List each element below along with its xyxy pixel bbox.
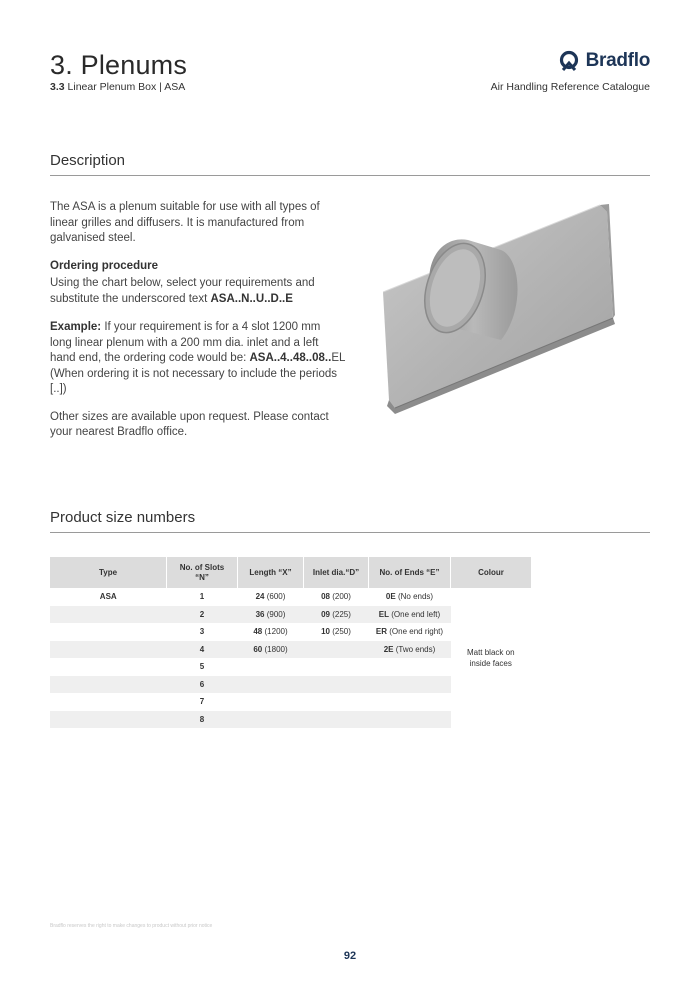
page-title: 3. Plenums — [50, 50, 188, 80]
cell-inlet — [304, 641, 369, 659]
cell-length — [238, 658, 304, 676]
cell-inlet — [304, 588, 369, 606]
description-body — [50, 200, 345, 441]
cell-length — [238, 588, 304, 606]
header-type: Type — [50, 557, 167, 588]
example-paragraph — [50, 320, 345, 398]
length-mm: (1800) — [264, 644, 288, 654]
cell-slots — [167, 658, 238, 676]
length-code: 60 — [253, 644, 263, 654]
cell-type — [50, 658, 167, 676]
ends-code: 2E — [383, 644, 394, 654]
slots-value: 4 — [199, 644, 205, 654]
cell-inlet — [304, 658, 369, 676]
slots-value: 6 — [199, 679, 205, 689]
cell-inlet — [304, 606, 369, 624]
cell-type — [50, 623, 167, 641]
cell-slots — [167, 606, 238, 624]
inlet-code: 09 — [321, 609, 330, 619]
example-label: Example: — [50, 321, 102, 333]
cell-ends — [369, 693, 451, 711]
header-colour: Colour — [451, 557, 532, 588]
ends-code: ER — [375, 627, 388, 637]
cell-length — [238, 641, 304, 659]
inlet-code: 10 — [321, 627, 330, 637]
cell-slots — [167, 676, 238, 694]
type-value: ASA — [99, 592, 117, 602]
page-number: 92 — [343, 950, 357, 962]
cell-slots — [167, 693, 238, 711]
cell-type — [50, 606, 167, 624]
other-sizes-paragraph: Other sizes are available upon request. Please contact your nearest Bradflo office. — [50, 410, 329, 438]
cell-inlet — [304, 676, 369, 694]
section-number: 3.3 — [50, 81, 65, 93]
ends-desc: (Two ends) — [395, 644, 436, 654]
cell-length — [238, 676, 304, 694]
cell-inlet — [304, 623, 369, 641]
cell-ends — [369, 623, 451, 641]
cell-type — [50, 588, 167, 606]
length-mm: (900) — [266, 609, 286, 619]
cell-colour — [451, 588, 532, 728]
header-length: Length “X” — [238, 557, 304, 588]
ordering-heading: Ordering procedure — [50, 259, 158, 272]
cell-length — [238, 623, 304, 641]
length-code: 48 — [253, 627, 263, 637]
length-code: 36 — [255, 609, 265, 619]
intro-paragraph: The ASA is a plenum suitable for use with all types of linear grilles and diffusers. It is manufactured from galvanised steel. — [50, 201, 320, 244]
page-subtitle — [50, 81, 185, 93]
cell-type — [50, 711, 167, 729]
brand-name: Bradflo — [585, 50, 650, 71]
cell-slots — [167, 623, 238, 641]
cell-ends — [369, 588, 451, 606]
cell-type — [50, 676, 167, 694]
length-mm: (600) — [266, 592, 286, 602]
example-rest: EL (When ordering it is not necessary to include the periods [..]) — [50, 352, 345, 395]
ends-desc: (No ends) — [397, 592, 434, 602]
example-code: ASA..4..48..08.. — [249, 352, 332, 364]
ordering-paragraph — [50, 276, 345, 307]
cell-inlet — [304, 711, 369, 729]
cell-length — [238, 693, 304, 711]
table-row — [50, 588, 531, 606]
inlet-mm: (250) — [332, 627, 351, 637]
inlet-mm: (200) — [332, 592, 351, 602]
cell-length — [238, 606, 304, 624]
cell-ends — [369, 676, 451, 694]
ends-code: 0E — [385, 592, 396, 602]
header-slots-label: No. of Slots “N” — [179, 562, 225, 582]
cell-type — [50, 641, 167, 659]
description-heading: Description — [50, 152, 126, 169]
cell-slots — [167, 588, 238, 606]
slots-value: 8 — [199, 714, 205, 724]
plenum-box-illustration — [383, 200, 623, 425]
header-ends: No. of Ends “E” — [369, 557, 451, 588]
product-sizes-divider — [50, 532, 650, 533]
ends-desc: (One end right) — [389, 627, 444, 637]
ends-desc: (One end left) — [391, 609, 441, 619]
slots-value: 1 — [199, 592, 205, 602]
product-size-table — [50, 557, 531, 728]
catalogue-name: Air Handling Reference Catalogue — [490, 81, 650, 93]
header-inlet: Inlet dia.“D” — [304, 557, 369, 588]
colour-value: Matt black on inside faces — [466, 648, 515, 668]
cell-type — [50, 693, 167, 711]
slots-value: 5 — [199, 662, 205, 672]
description-divider — [50, 175, 650, 176]
table-header-row — [50, 557, 531, 588]
footer-disclaimer: Bradflo reserves the right to make changes to product without prior notice — [50, 923, 213, 929]
cell-slots — [167, 641, 238, 659]
slots-value: 7 — [199, 697, 205, 707]
bradflo-logo-icon — [558, 50, 580, 72]
product-sizes-heading: Product size numbers — [50, 509, 196, 526]
ordering-code: ASA..N..U..D..E — [210, 292, 293, 305]
product-image — [383, 200, 623, 425]
inlet-mm: (225) — [332, 609, 351, 619]
cell-ends — [369, 711, 451, 729]
brand-logo — [558, 50, 650, 72]
cell-ends — [369, 606, 451, 624]
length-code: 24 — [255, 592, 265, 602]
slots-value: 3 — [199, 627, 205, 637]
inlet-code: 08 — [321, 592, 330, 602]
section-name: Linear Plenum Box | ASA — [67, 81, 186, 93]
header-slots — [167, 557, 238, 588]
slots-value: 2 — [199, 609, 205, 619]
example-text: If your requirement is for a 4 slot 1200 mm long linear plenum with a 200 mm dia. inlet and a left hand end, the ordering code would be: — [50, 321, 321, 364]
length-mm: (1200) — [264, 627, 288, 637]
ordering-text: Using the chart below, select your requirements and substitute the underscored text — [50, 277, 315, 305]
cell-slots — [167, 711, 238, 729]
cell-ends — [369, 658, 451, 676]
ends-code: EL — [378, 609, 390, 619]
cell-length — [238, 711, 304, 729]
cell-inlet — [304, 693, 369, 711]
cell-ends — [369, 641, 451, 659]
